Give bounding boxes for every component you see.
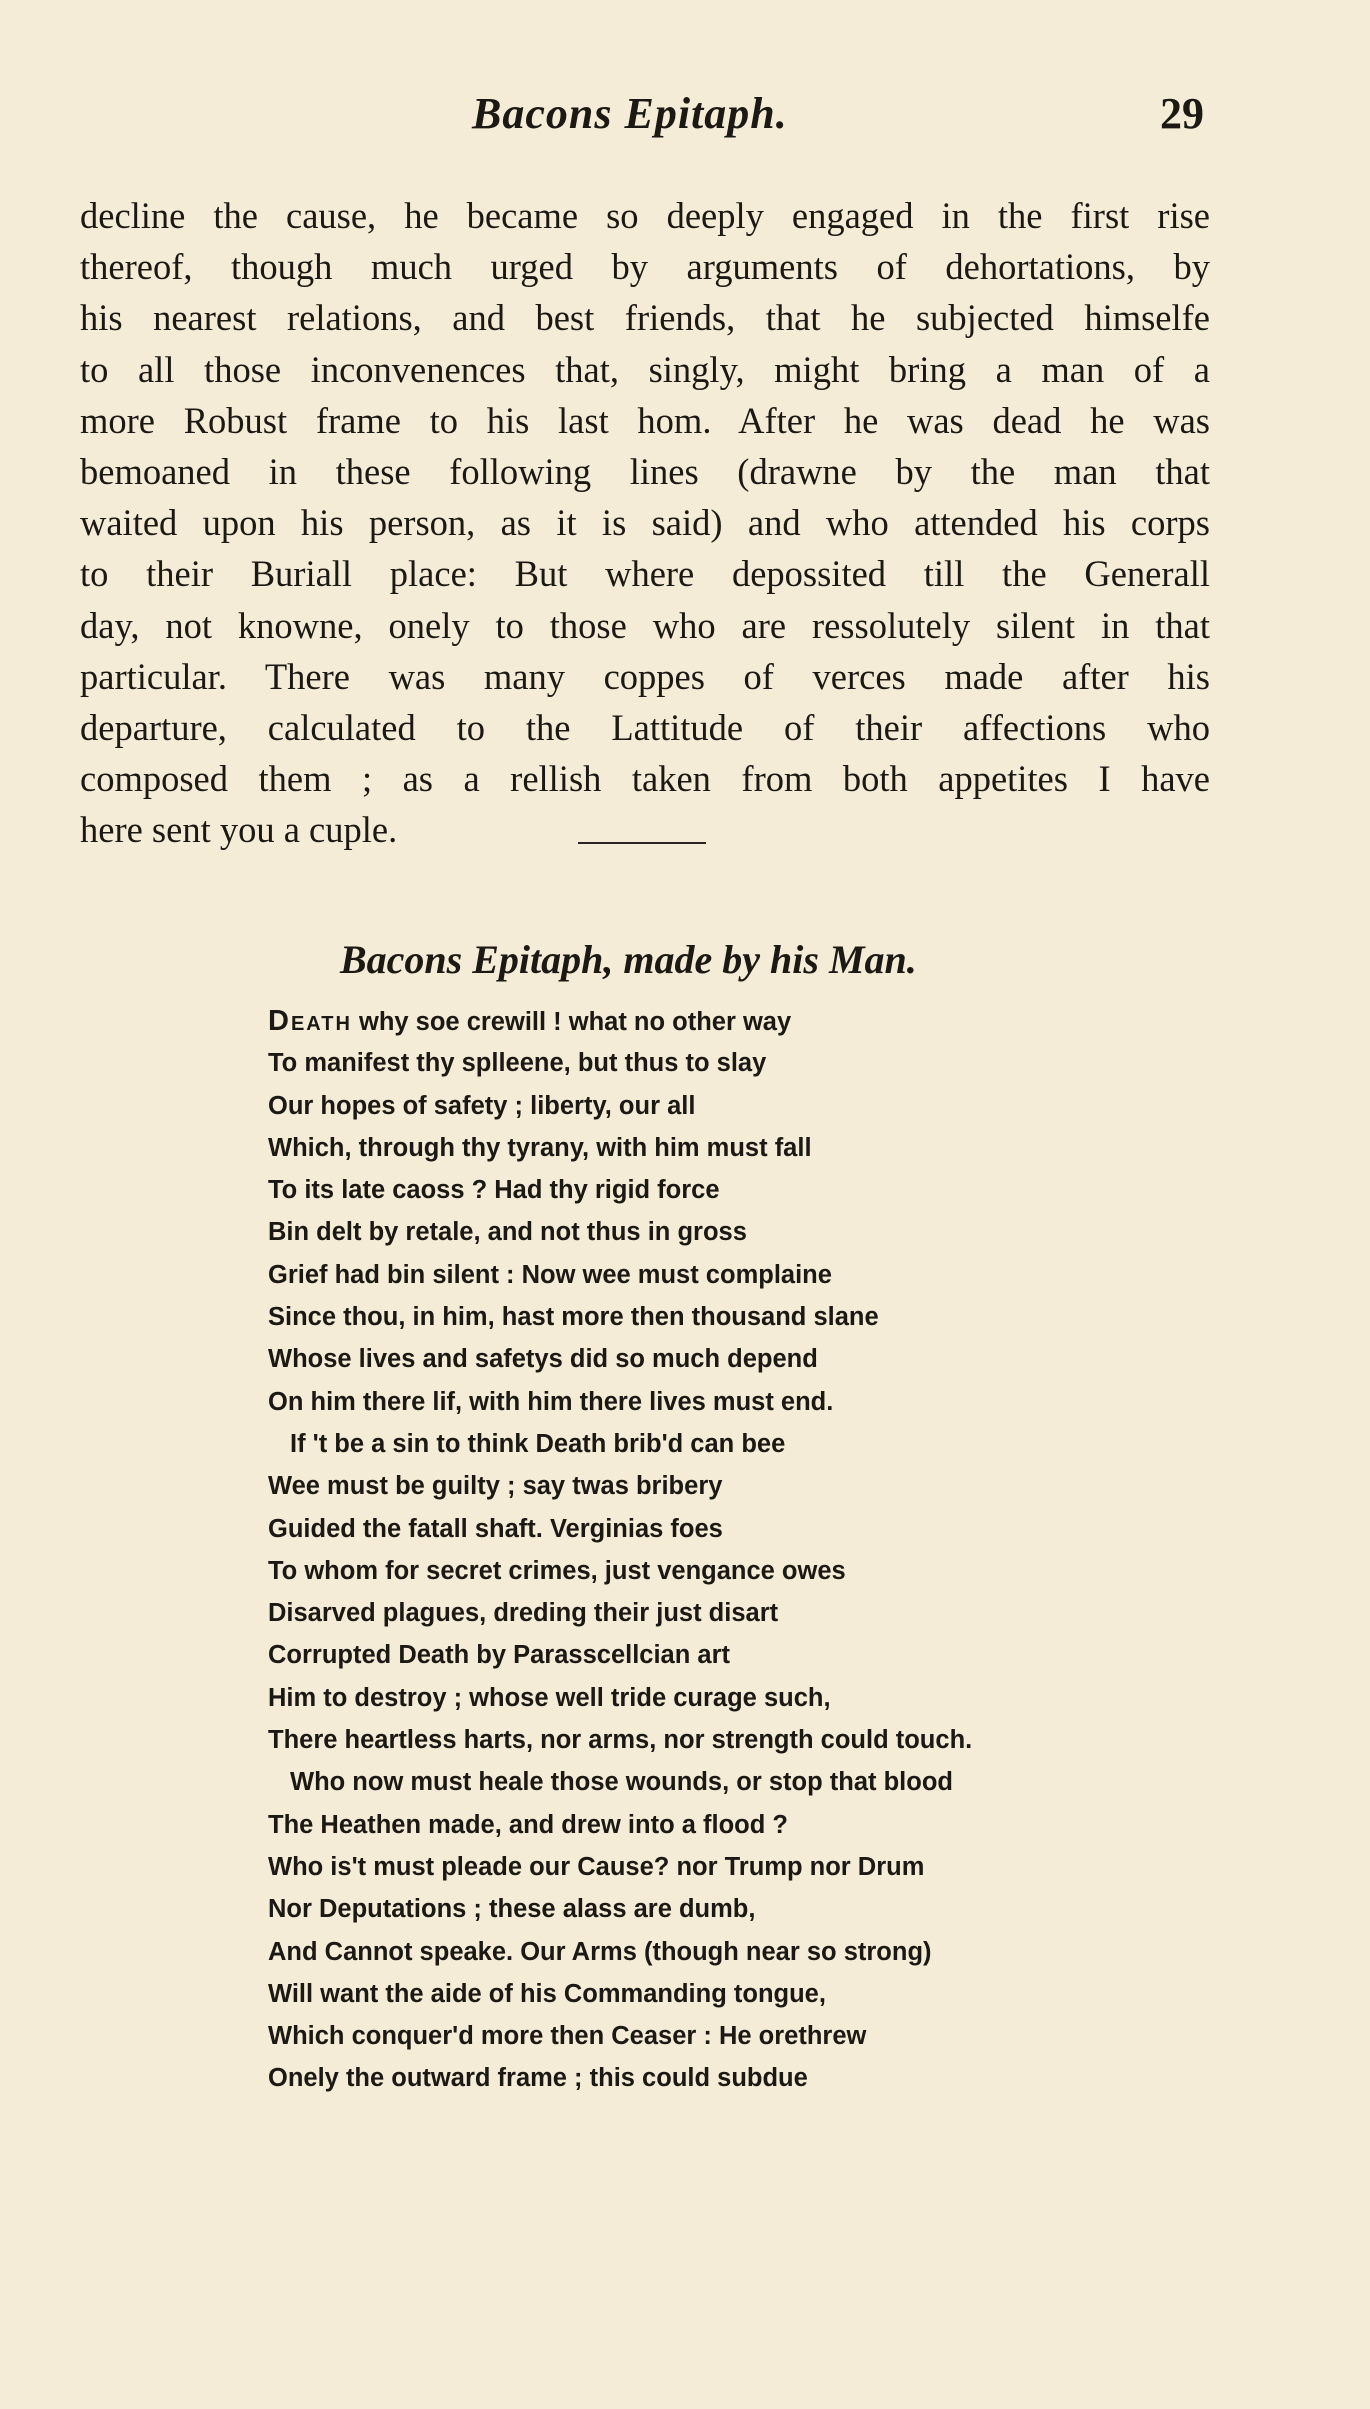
verse-line: To whom for secret crimes, just vengance owes — [268, 1556, 846, 1585]
verse-line: Which, through thy tyrany, with him must fall — [268, 1133, 812, 1162]
section-divider — [578, 842, 706, 844]
page-number: 29 — [1160, 89, 1204, 138]
verse-line: If 't be a sin to think Death brib'd can bee — [290, 1429, 786, 1458]
prose-line: more Robust frame to his last hom. After he was dead he was — [80, 399, 1210, 441]
verse-line: Bin delt by retale, and not thus in gross — [268, 1218, 747, 1247]
verse-line: Him to destroy ; whose well tride curage such, — [268, 1683, 831, 1712]
verse-line: On him there lif, with him there lives must end. — [268, 1387, 834, 1416]
verse-line: Whose lives and safetys did so much depend — [268, 1345, 818, 1374]
poem-verses — [268, 1000, 1148, 2100]
prose-line: his nearest relations, and best friends, that he subjected himselfe — [80, 297, 1210, 339]
verse-line: There heartless harts, nor arms, nor strength could touch. — [268, 1726, 973, 1755]
prose-line: particular. There was many coppes of verces made after his — [80, 655, 1210, 697]
verse-line: Corrupted Death by Parasscellcian art — [268, 1641, 731, 1670]
prose-line: to all those inconvenences that, singly, might bring a man of a — [80, 348, 1210, 390]
prose-line: here sent you a cuple. — [80, 809, 398, 851]
prose-line: thereof, though much urged by arguments of dehortations, by — [80, 246, 1210, 288]
prose-line: waited upon his person, as it is said) and who attended his corps — [80, 502, 1210, 544]
running-title: Bacons Epitaph. — [472, 89, 788, 138]
verse-line: The Heathen made, and drew into a flood ? — [268, 1810, 788, 1839]
verse-line: Guided the fatall shaft. Verginias foes — [268, 1514, 723, 1543]
verse-line: Will want the aide of his Commanding tongue, — [268, 1979, 826, 2008]
poem-first-word: Death — [268, 1005, 352, 1037]
verse-line: Who is't must pleade our Cause? nor Trump nor Drum — [268, 1852, 925, 1881]
prose-line: to their Buriall place: But where depossited till the Generall — [80, 553, 1210, 595]
verse-line: Disarved plagues, dreding their just disart — [268, 1599, 779, 1628]
verse-line: And Cannot speake. Our Arms (though near so strong) — [268, 1937, 932, 1966]
verse-line — [268, 1000, 1148, 1042]
verse-line: Grief had bin silent : Now wee must complaine — [268, 1260, 832, 1289]
prose-line: composed them ; as a rellish taken from both appetites I have — [80, 758, 1210, 800]
verse-line: Who now must heale those wounds, or stop that blood — [290, 1768, 953, 1797]
prose-line: bemoaned in these following lines (drawne by the man that — [80, 450, 1210, 492]
verse-line: Since thou, in him, hast more then thousand slane — [268, 1303, 879, 1332]
verse-line: Wee must be guilty ; say twas bribery — [268, 1472, 723, 1501]
verse-line: Which conquer'd more then Ceaser : He orethrew — [268, 2022, 867, 2051]
prose-line: departure, calculated to the Lattitude of their affections who — [80, 706, 1210, 748]
prose-paragraph — [80, 190, 1210, 855]
verse-line: Nor Deputations ; these alass are dumb, — [268, 1895, 756, 1924]
verse-line: Our hopes of safety ; liberty, our all — [268, 1091, 696, 1120]
verse-line: To its late caoss ? Had thy rigid force — [268, 1176, 720, 1205]
verse-line: Onely the outward frame ; this could subdue — [268, 2064, 808, 2093]
poem-title: Bacons Epitaph, made by his Man. — [340, 937, 917, 982]
prose-line: decline the cause, he became so deeply engaged in the first rise — [80, 195, 1210, 236]
verse-line-rest: why soe crewill ! what no other way — [351, 1008, 792, 1036]
running-head — [0, 88, 1370, 148]
prose-line: day, not knowne, onely to those who are ressolutely silent in that — [80, 604, 1210, 646]
verse-line: To manifest thy splleene, but thus to slay — [268, 1049, 767, 1078]
